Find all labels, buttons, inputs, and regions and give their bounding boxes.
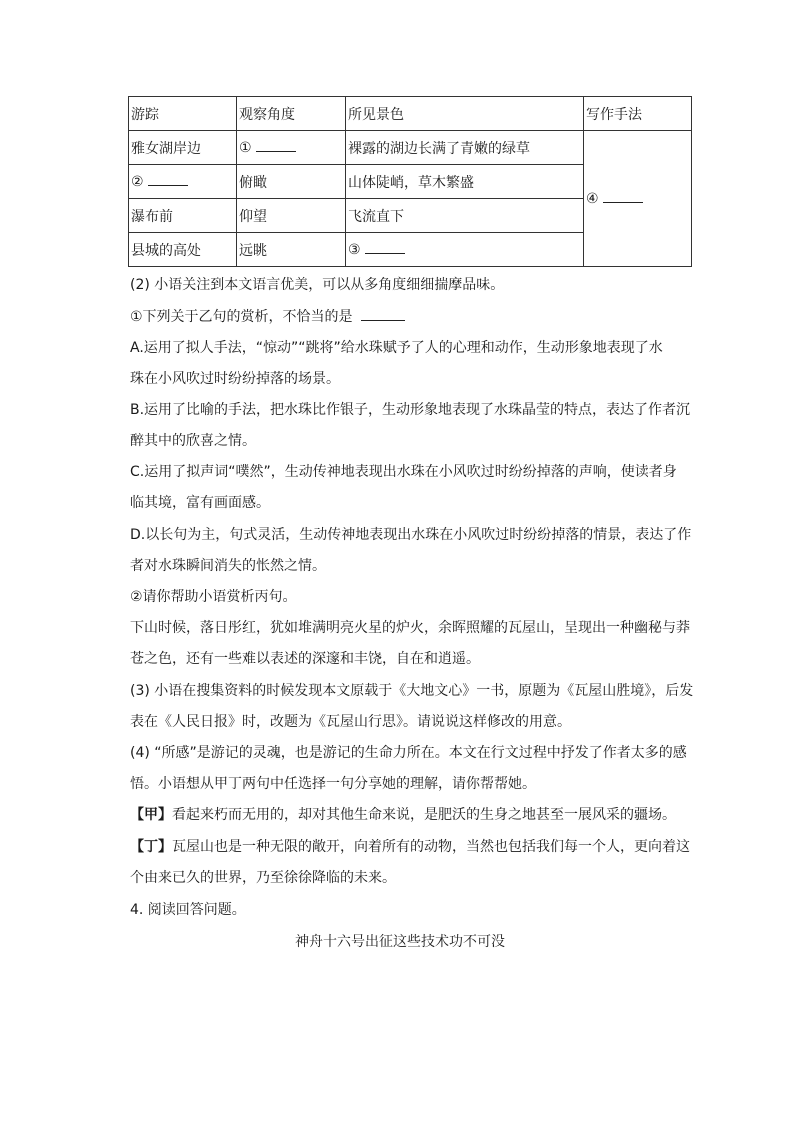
table-cell: 仰望: [237, 199, 346, 233]
question-3-line1: (3) 小语在搜集资料的时候发现本文原载于《大地文心》一书，原题为《瓦屋山胜境》，后发: [130, 683, 694, 699]
quote-jia-text: 看起来朽而无用的，却对其他生命来说，是肥沃的生身之地甚至一展风采的疆场。: [172, 807, 676, 823]
article-title: 神舟十六号出征这些技术功不可没: [295, 934, 505, 950]
option-c-line1: C.运用了拟声词“噗然”，生动传神地表现出水珠在小风吹过时纷纷掉落的声响，使读者身: [130, 464, 677, 480]
question-3-line2: 表在《人民日报》时，改题为《瓦屋山行思》。请说说这样修改的用意。: [130, 714, 571, 730]
question-2-sub1: ①下列关于乙句的赏析，不恰当的是: [130, 308, 695, 327]
table-cell: 远眺: [237, 233, 346, 267]
table-header: 观察角度: [237, 97, 346, 131]
option-a-line1: A.运用了拟人手法，“惊动”“跳将”给水珠赋予了人的心理和动作，生动形象地表现了水: [130, 340, 663, 356]
quote-jia: [130, 806, 695, 825]
quote-bing-line1: 下山时候，落日彤红，犹如堆满明亮火星的炉火，余晖照耀的瓦屋山，呈现出一种幽秘与莽: [130, 620, 690, 636]
table-header: 写作手法: [584, 97, 692, 131]
answer-blank: [148, 173, 188, 186]
table-row: [129, 131, 692, 165]
table-cell: 裸露的湖边长满了青嫩的绿草: [346, 131, 584, 165]
table-cell: 飞流直下: [346, 199, 584, 233]
table-cell-blank: ①: [237, 131, 346, 165]
quote-ding-line2: 个由来已久的世界，乃至徐徐降临的未来。: [130, 870, 396, 886]
answer-blank: [361, 308, 405, 321]
question-4-heading: 4. 阅读回答问题。: [130, 902, 246, 918]
answer-blank: [603, 190, 643, 203]
table-cell: 县城的高处: [129, 233, 237, 267]
quote-bing-line2: 苍之色，还有一些难以表述的深邃和丰饶，自在和逍遥。: [130, 651, 480, 667]
table-cell: 雅女湖岸边: [129, 131, 237, 165]
question-4-line1: (4) “所感”是游记的灵魂，也是游记的生命力所在。本文在行文过程中抒发了作者太多的感: [130, 745, 687, 761]
answer-blank: [365, 241, 405, 254]
table-header: 所见景色: [346, 97, 584, 131]
table-header-row: [129, 97, 692, 131]
quote-ding-tag: 【丁】: [130, 839, 172, 855]
quote-jia-tag: 【甲】: [130, 807, 172, 823]
travel-table: [128, 96, 692, 267]
option-b-line1: B.运用了比喻的手法，把水珠比作银子，生动形象地表现了水珠晶莹的特点，表达了作者沉: [130, 402, 691, 418]
table-cell-merged: ④: [584, 131, 692, 267]
question-2-sub2: ②请你帮助小语赏析丙句。: [130, 589, 297, 605]
option-a-line2: 珠在小风吹过时纷纷掉落的场景。: [130, 371, 340, 387]
table-cell: 俯瞰: [237, 165, 346, 199]
question-2-line: (2) 小语关注到本文语言优美，可以从多角度细细揣摩品味。: [130, 277, 505, 293]
option-d-line1: D.以长句为主，句式灵活，生动传神地表现出水珠在小风吹过时纷纷掉落的情景，表达了作: [130, 527, 692, 543]
table-cell: 山体陡峭，草木繁盛: [346, 165, 584, 199]
question-4-line2: 悟。小语想从甲丁两句中任选择一句分享她的理解，请你帮帮她。: [130, 776, 536, 792]
table-cell-blank: ②: [129, 165, 237, 199]
quote-ding-text: 瓦屋山也是一种无限的敞开，向着所有的动物，当然也包括我们每一个人，更向着这: [172, 839, 690, 855]
table-cell-blank: ③: [346, 233, 584, 267]
quote-ding: [130, 838, 695, 857]
option-b-line2: 醉其中的欣喜之情。: [130, 433, 256, 449]
option-c-line2: 临其境，富有画面感。: [130, 495, 270, 511]
option-d-line2: 者对水珠瞬间消失的怅然之情。: [130, 558, 326, 574]
table-cell: 瀑布前: [129, 199, 237, 233]
answer-blank: [256, 139, 296, 152]
table-header: 游踪: [129, 97, 237, 131]
